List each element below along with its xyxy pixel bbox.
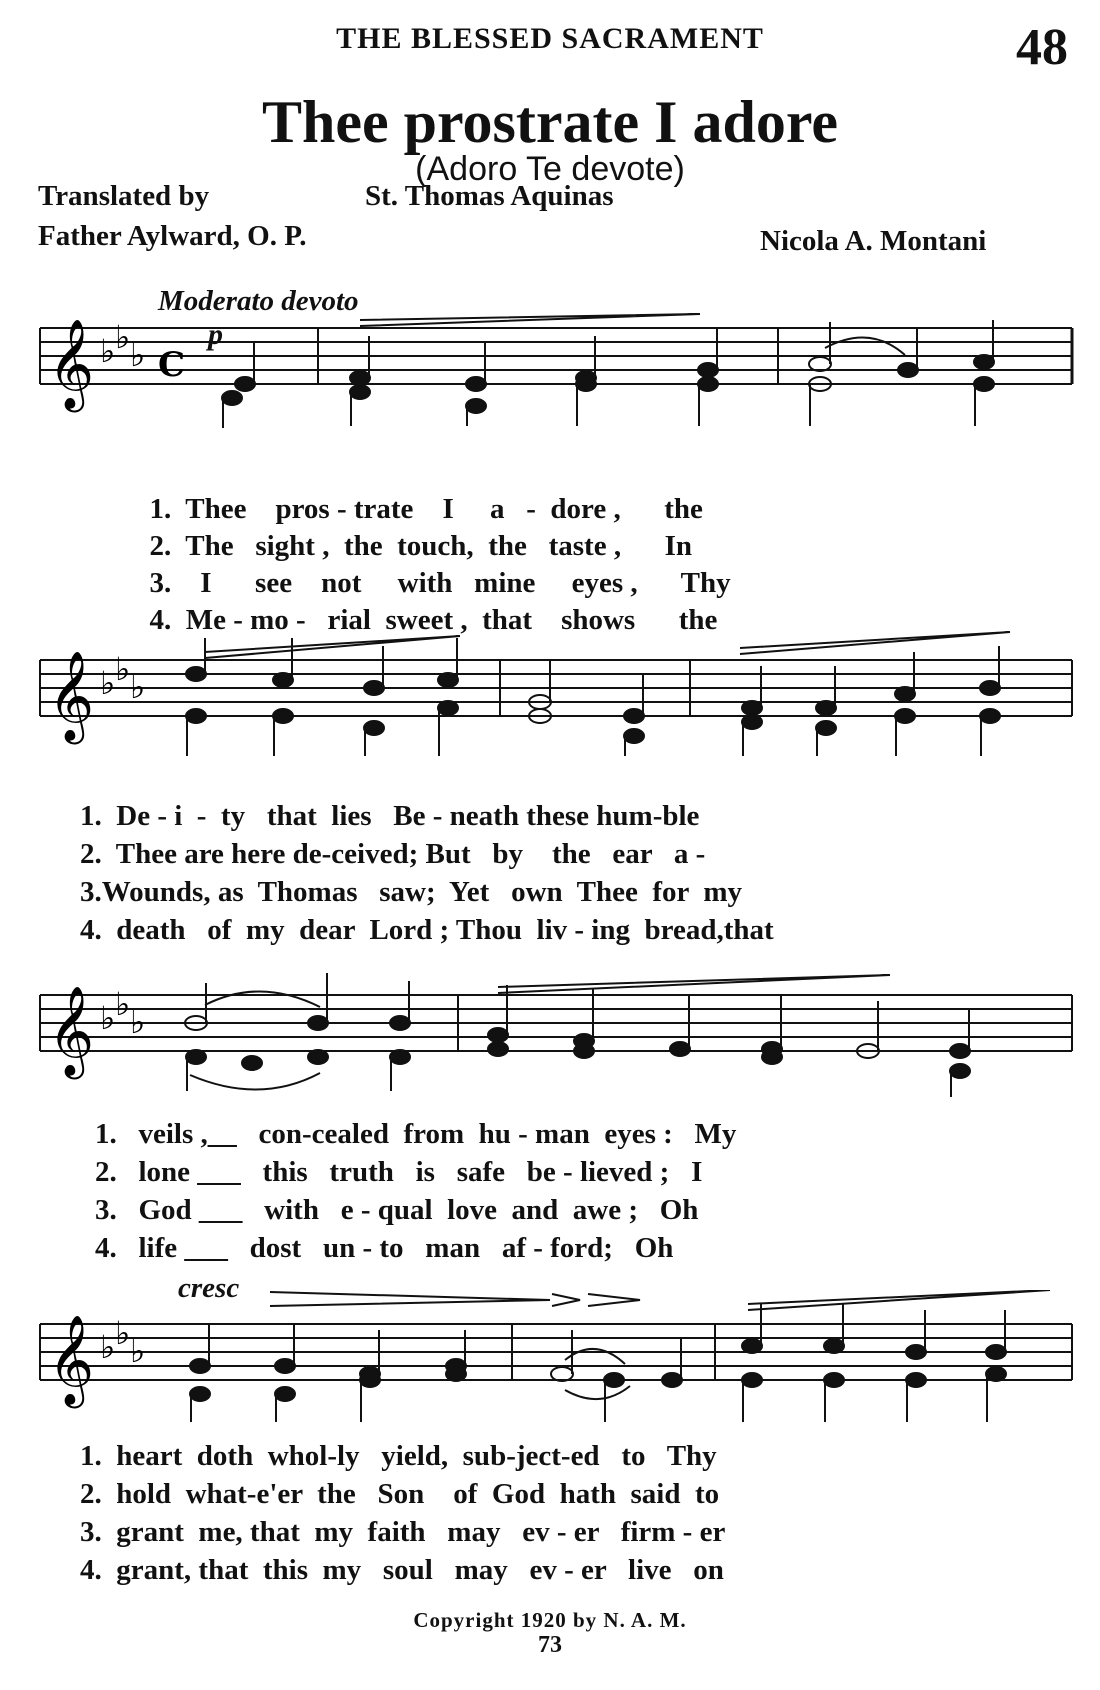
- lyric-verse-2-line-2: 2. Thee are here de-ceived; But by the ear a -: [80, 838, 706, 870]
- svg-text:C: C: [158, 345, 186, 385]
- dynamic-marking: p: [208, 318, 223, 351]
- svg-text:♭: ♭: [130, 668, 146, 706]
- page-number: 73: [538, 1632, 562, 1658]
- music-staff-system-3: [0, 965, 1100, 1110]
- music-staff-system-4: [0, 1290, 1100, 1435]
- translator-name: Father Aylward, O. P.: [38, 220, 307, 252]
- svg-text:♭: ♭: [130, 1003, 146, 1041]
- section-heading: THE BLESSED SACRAMENT: [336, 22, 764, 55]
- svg-text:♭: ♭: [130, 336, 146, 374]
- svg-text:𝄞: 𝄞: [48, 651, 95, 741]
- svg-text:𝄞: 𝄞: [48, 986, 95, 1076]
- lyric-verse-1-line-3: 1. veils ,__ con-cealed from hu - man eyes : My: [95, 1118, 737, 1150]
- lyric-verse-3-line-2: 3.Wounds, as Thomas saw; Yet own Thee for my: [80, 876, 742, 908]
- music-staff-system-2: [0, 630, 1100, 770]
- lyric-verse-3-line-3: 3. God ___ with e - qual love and awe ; Oh: [95, 1194, 699, 1226]
- hymn-number: 48: [1016, 19, 1068, 76]
- lyric-verse-1-line-4: 1. heart doth whol-ly yield, sub-ject-ed to Thy: [80, 1440, 717, 1472]
- lyric-verse-4-line-1: 4. Me - mo - rial sweet , that shows the: [149, 604, 718, 636]
- translated-by-label: Translated by: [38, 180, 210, 212]
- lyric-verse-3-line-4: 3. grant me, that my faith may ev - er firm - er: [80, 1516, 726, 1548]
- music-staff-system-1: [0, 300, 1100, 430]
- tempo-marking: Moderato devoto: [158, 285, 359, 317]
- lyric-verse-3-line-1: 3. I see not with mine eyes , Thy: [149, 567, 731, 599]
- svg-text:♭: ♭: [100, 1328, 116, 1366]
- svg-text:𝄞: 𝄞: [48, 1315, 95, 1405]
- copyright-notice: Copyright 1920 by N. A. M.: [413, 1608, 687, 1632]
- composer-name: Nicola A. Montani: [760, 225, 987, 257]
- svg-text:♭: ♭: [115, 985, 131, 1023]
- lyric-verse-1-line-1: 1. Thee pros - trate I a - dore , the: [149, 493, 703, 525]
- lyric-verse-2-line-3: 2. lone ___ this truth is safe be - lieved ; I: [95, 1156, 703, 1188]
- lyric-verse-1-line-2: 1. De - i - ty that lies Be - neath these hum-ble: [80, 800, 700, 832]
- svg-text:𝄞: 𝄞: [48, 319, 95, 409]
- cresc-marking: cresc: [178, 1272, 240, 1304]
- author-name: St. Thomas Aquinas: [365, 180, 614, 212]
- svg-text:♭: ♭: [100, 332, 116, 370]
- lyric-verse-2-line-4: 2. hold what-e'er the Son of God hath said to: [80, 1478, 720, 1510]
- lyric-verse-2-line-1: 2. The sight , the touch, the taste , In: [149, 530, 693, 562]
- hymn-subtitle: (Adoro Te devote): [415, 150, 685, 188]
- svg-text:♭: ♭: [115, 318, 131, 356]
- svg-text:♭: ♭: [100, 999, 116, 1037]
- lyric-verse-4-line-2: 4. death of my dear Lord ; Thou liv - ing bread,that: [80, 914, 774, 946]
- svg-text:♭: ♭: [100, 664, 116, 702]
- lyric-verse-4-line-3: 4. life ___ dost un - to man af - ford; Oh: [95, 1232, 674, 1264]
- svg-text:♭: ♭: [115, 1314, 131, 1352]
- svg-text:♭: ♭: [130, 1332, 146, 1370]
- svg-text:♭: ♭: [115, 650, 131, 688]
- lyric-verse-4-line-4: 4. grant, that this my soul may ev - er live on: [80, 1554, 724, 1586]
- hymn-title: Thee prostrate I adore: [261, 89, 839, 155]
